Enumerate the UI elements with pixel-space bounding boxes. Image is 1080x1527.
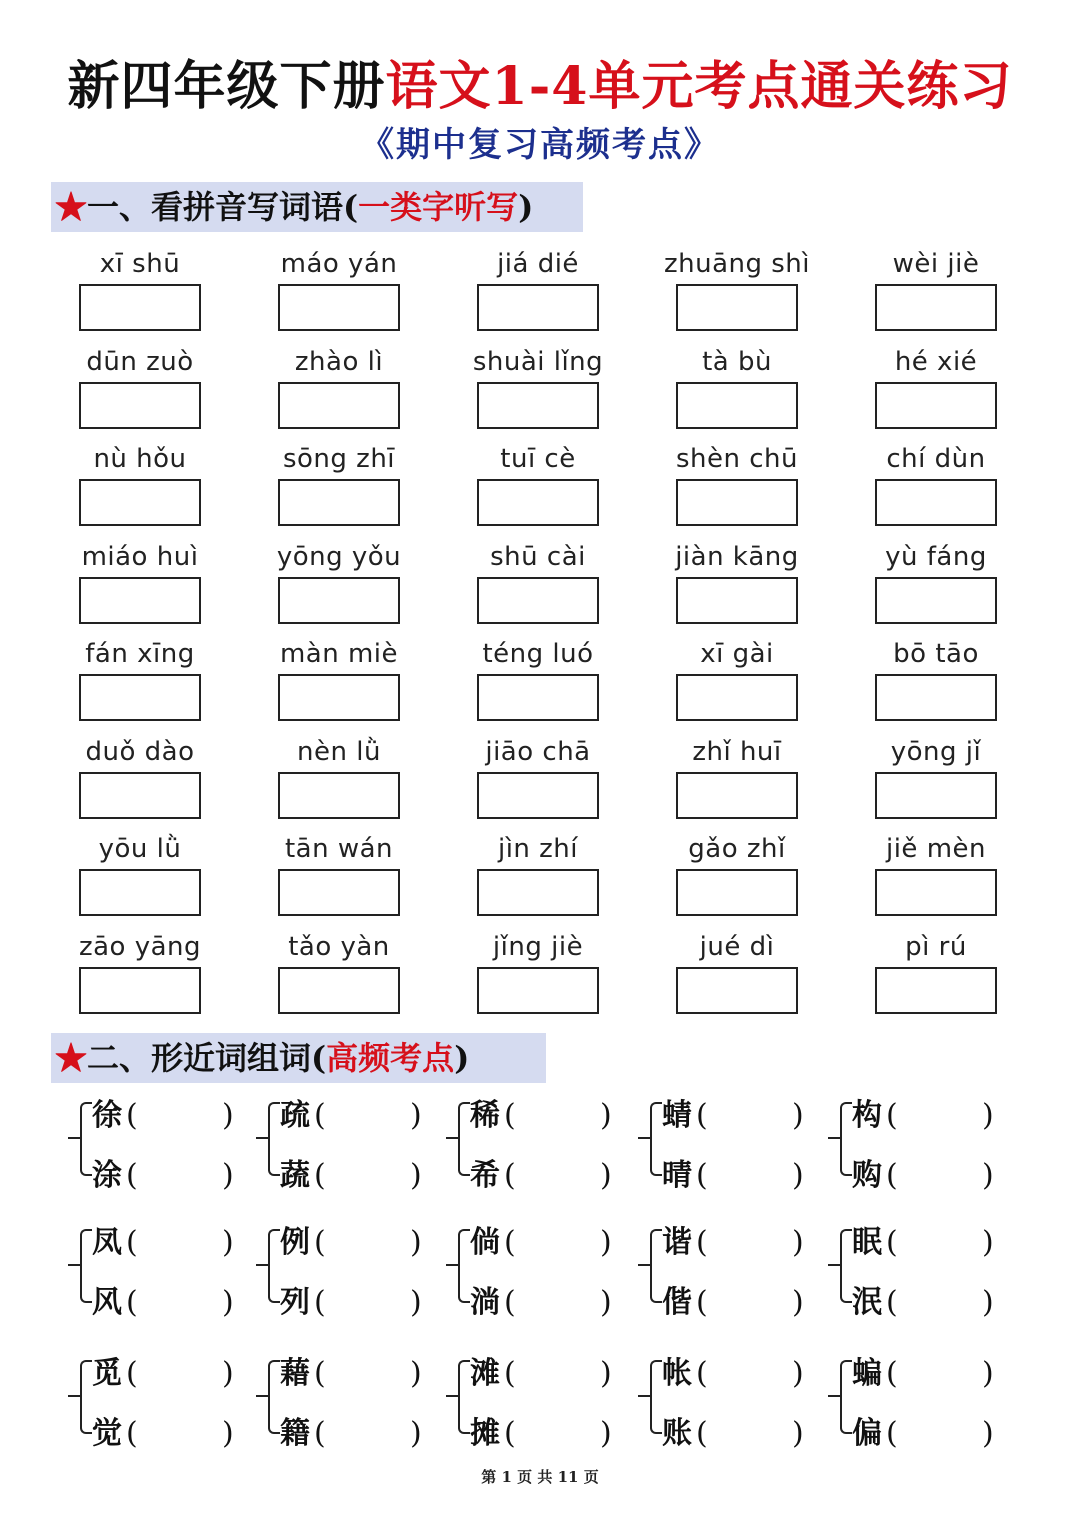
word-char: 泯 (852, 1285, 882, 1320)
answer-box[interactable] (278, 674, 400, 721)
pinyin-item (836, 927, 1036, 1014)
open-paren: ( (886, 1225, 898, 1260)
word-entry[interactable] (662, 1352, 822, 1396)
answer-box[interactable] (875, 382, 997, 429)
word-entry[interactable] (470, 1352, 630, 1396)
word-entry[interactable] (852, 1094, 1012, 1138)
pinyin-item (40, 634, 240, 721)
pinyin-item (836, 732, 1036, 819)
pinyin-label: jǐng jiè (492, 932, 584, 962)
word-char: 觉 (92, 1416, 122, 1451)
pinyin-label: bō tāo (893, 639, 979, 669)
word-char: 淌 (470, 1285, 500, 1320)
pinyin-item (239, 342, 439, 429)
word-entry[interactable] (470, 1154, 630, 1198)
pinyin-label: xī gài (700, 639, 774, 669)
word-entry[interactable] (280, 1412, 440, 1456)
pinyin-item (836, 439, 1036, 526)
word-char: 谐 (662, 1225, 692, 1260)
pinyin-item (239, 829, 439, 916)
word-char: 疏 (280, 1098, 310, 1133)
open-paren: ( (696, 1098, 708, 1133)
page-subtitle: 《期中复习高频考点》 (360, 125, 720, 165)
answer-box[interactable] (477, 674, 599, 721)
pinyin-item (40, 829, 240, 916)
pinyin-label: chí dùn (886, 444, 986, 474)
word-pair (640, 1348, 820, 1451)
pinyin-label: yōu lǜ (98, 834, 182, 864)
pinyin-item (637, 634, 837, 721)
word-entry[interactable] (280, 1281, 440, 1325)
word-entry[interactable] (470, 1221, 630, 1265)
open-paren: ( (504, 1158, 516, 1193)
word-pair (448, 1217, 628, 1320)
pinyin-item (40, 342, 240, 429)
brace-icon (80, 1360, 92, 1434)
pinyin-item (637, 829, 837, 916)
close-paren: ) (600, 1285, 612, 1320)
close-paren: ) (792, 1225, 804, 1260)
pinyin-item (239, 634, 439, 721)
answer-box[interactable] (278, 869, 400, 916)
word-pair (830, 1348, 1010, 1451)
word-char: 藉 (280, 1356, 310, 1391)
answer-box[interactable] (875, 674, 997, 721)
open-paren: ( (314, 1098, 326, 1133)
word-pair (448, 1348, 628, 1451)
word-char: 摊 (470, 1416, 500, 1451)
pinyin-item (438, 732, 638, 819)
word-char: 偕 (662, 1285, 692, 1320)
word-entry[interactable] (852, 1221, 1012, 1265)
word-char: 列 (280, 1285, 310, 1320)
answer-box[interactable] (477, 284, 599, 331)
word-pair (70, 1348, 250, 1451)
pinyin-label: yōng yǒu (276, 542, 402, 572)
close-paren: ) (222, 1158, 234, 1193)
open-paren: ( (126, 1158, 138, 1193)
close-paren: ) (600, 1356, 612, 1391)
answer-box[interactable] (79, 284, 201, 331)
answer-box[interactable] (676, 577, 798, 624)
answer-box[interactable] (676, 382, 798, 429)
word-entry[interactable] (92, 1221, 252, 1265)
word-entry[interactable] (662, 1412, 822, 1456)
open-paren: ( (696, 1285, 708, 1320)
pinyin-label: zhào lì (294, 347, 384, 377)
pinyin-label: gǎo zhǐ (688, 834, 786, 864)
answer-box[interactable] (278, 479, 400, 526)
pinyin-item (637, 732, 837, 819)
answer-box[interactable] (79, 772, 201, 819)
word-entry[interactable] (852, 1154, 1012, 1198)
close-paren: ) (410, 1225, 422, 1260)
brace-icon (840, 1229, 852, 1303)
open-paren: ( (696, 1158, 708, 1193)
section2-paren-open: ( (311, 1039, 327, 1077)
word-pair (258, 1348, 438, 1451)
answer-box[interactable] (676, 869, 798, 916)
pinyin-label: hé xié (894, 347, 978, 377)
pinyin-label: dūn zuò (86, 347, 194, 377)
pinyin-item (239, 439, 439, 526)
answer-box[interactable] (79, 674, 201, 721)
pinyin-label: nù hǒu (93, 444, 187, 474)
answer-box[interactable] (676, 479, 798, 526)
section1-header (51, 182, 583, 232)
open-paren: ( (696, 1225, 708, 1260)
word-char: 籍 (280, 1416, 310, 1451)
pinyin-label: jiàn kāng (675, 542, 799, 572)
pinyin-label: shuài lǐng (472, 347, 604, 377)
word-char: 涂 (92, 1158, 122, 1193)
open-paren: ( (886, 1098, 898, 1133)
pinyin-item (438, 439, 638, 526)
word-entry[interactable] (662, 1094, 822, 1138)
pinyin-item (40, 732, 240, 819)
close-paren: ) (982, 1098, 994, 1133)
word-char: 风 (92, 1285, 122, 1320)
word-char: 例 (280, 1225, 310, 1260)
pinyin-item (836, 342, 1036, 429)
page-footer: 第 1 页 共 11 页 (481, 1468, 599, 1486)
word-char: 帐 (662, 1356, 692, 1391)
word-char: 凤 (92, 1225, 122, 1260)
open-paren: ( (314, 1158, 326, 1193)
close-paren: ) (982, 1416, 994, 1451)
pinyin-item (637, 244, 837, 331)
answer-box[interactable] (79, 577, 201, 624)
close-paren: ) (600, 1098, 612, 1133)
word-char: 蔬 (280, 1158, 310, 1193)
pinyin-item (438, 244, 638, 331)
pinyin-item (637, 439, 837, 526)
brace-icon (458, 1360, 470, 1434)
word-entry[interactable] (280, 1154, 440, 1198)
open-paren: ( (504, 1225, 516, 1260)
open-paren: ( (504, 1285, 516, 1320)
open-paren: ( (886, 1416, 898, 1451)
open-paren: ( (696, 1356, 708, 1391)
close-paren: ) (982, 1158, 994, 1193)
pinyin-label: yù fáng (885, 542, 987, 572)
close-paren: ) (792, 1356, 804, 1391)
word-char: 偏 (852, 1416, 882, 1451)
answer-box[interactable] (875, 772, 997, 819)
word-char: 晴 (662, 1158, 692, 1193)
pinyin-item (239, 537, 439, 624)
pinyin-item (836, 537, 1036, 624)
answer-box[interactable] (875, 577, 997, 624)
close-paren: ) (410, 1285, 422, 1320)
pinyin-label: wèi jiè (892, 249, 980, 279)
word-entry[interactable] (662, 1281, 822, 1325)
open-paren: ( (504, 1416, 516, 1451)
open-paren: ( (886, 1158, 898, 1193)
word-entry[interactable] (662, 1154, 822, 1198)
open-paren: ( (126, 1285, 138, 1320)
open-paren: ( (314, 1285, 326, 1320)
section1-highlight: 一类字听写 (358, 188, 519, 226)
word-char: 账 (662, 1416, 692, 1451)
brace-icon (650, 1229, 662, 1303)
word-pair (258, 1217, 438, 1320)
answer-box[interactable] (477, 382, 599, 429)
section2-title: 二、形近词组词 (87, 1039, 312, 1077)
pinyin-item (40, 244, 240, 331)
word-pair (830, 1090, 1010, 1193)
brace-icon (458, 1229, 470, 1303)
pinyin-item (836, 634, 1036, 721)
word-entry[interactable] (280, 1352, 440, 1396)
close-paren: ) (792, 1285, 804, 1320)
pinyin-label: jiě mèn (885, 834, 986, 864)
answer-box[interactable] (676, 284, 798, 331)
section1-title: 一、看拼音写词语 (87, 188, 344, 226)
word-pair (70, 1217, 250, 1320)
word-entry[interactable] (280, 1094, 440, 1138)
open-paren: ( (314, 1356, 326, 1391)
close-paren: ) (410, 1416, 422, 1451)
close-paren: ) (600, 1158, 612, 1193)
word-entry[interactable] (852, 1352, 1012, 1396)
brace-icon (268, 1102, 280, 1176)
pinyin-label: nèn lǜ (297, 737, 381, 767)
star-icon: ★ (55, 1039, 88, 1077)
close-paren: ) (410, 1158, 422, 1193)
pinyin-label: tuī cè (500, 444, 576, 474)
brace-icon (80, 1102, 92, 1176)
word-pair (258, 1090, 438, 1193)
brace-icon (268, 1229, 280, 1303)
section2-paren-close: ) (454, 1039, 470, 1077)
word-pair (640, 1090, 820, 1193)
answer-box[interactable] (278, 772, 400, 819)
answer-box[interactable] (875, 479, 997, 526)
word-entry[interactable] (470, 1094, 630, 1138)
close-paren: ) (410, 1356, 422, 1391)
word-pair (448, 1090, 628, 1193)
pinyin-item (836, 244, 1036, 331)
close-paren: ) (222, 1225, 234, 1260)
pinyin-label: zāo yāng (78, 932, 202, 962)
pinyin-label: xī shū (99, 249, 181, 279)
pinyin-label: téng luó (482, 639, 594, 669)
pinyin-label: tà bù (702, 347, 772, 377)
open-paren: ( (696, 1416, 708, 1451)
answer-box[interactable] (875, 869, 997, 916)
title-red: 语文1-4单元考点通关练习 (385, 56, 1013, 117)
open-paren: ( (126, 1356, 138, 1391)
word-entry[interactable] (852, 1281, 1012, 1325)
answer-box[interactable] (676, 674, 798, 721)
close-paren: ) (222, 1356, 234, 1391)
pinyin-label: máo yán (280, 249, 398, 279)
word-entry[interactable] (92, 1352, 252, 1396)
close-paren: ) (982, 1225, 994, 1260)
close-paren: ) (982, 1356, 994, 1391)
answer-box[interactable] (79, 382, 201, 429)
brace-icon (840, 1360, 852, 1434)
answer-box[interactable] (676, 772, 798, 819)
pinyin-label: sōng zhī (282, 444, 396, 474)
pinyin-label: zhǐ huī (692, 737, 782, 767)
close-paren: ) (410, 1098, 422, 1133)
title-black: 新四年级下册 (67, 56, 386, 117)
word-char: 蝙 (852, 1356, 882, 1391)
pinyin-item (40, 927, 240, 1014)
close-paren: ) (600, 1225, 612, 1260)
open-paren: ( (886, 1285, 898, 1320)
pinyin-label: tǎo yàn (288, 932, 390, 962)
pinyin-label: shèn chū (675, 444, 798, 474)
brace-icon (650, 1102, 662, 1176)
answer-box[interactable] (79, 967, 201, 1014)
answer-box[interactable] (79, 479, 201, 526)
word-pair (830, 1217, 1010, 1320)
answer-box[interactable] (477, 479, 599, 526)
word-entry[interactable] (852, 1412, 1012, 1456)
pinyin-item (40, 537, 240, 624)
word-char: 蜻 (662, 1098, 692, 1133)
word-char: 觅 (92, 1356, 122, 1391)
pinyin-label: jiāo chā (485, 737, 591, 767)
pinyin-label: duǒ dào (85, 737, 195, 767)
answer-box[interactable] (278, 967, 400, 1014)
pinyin-item (637, 927, 837, 1014)
close-paren: ) (792, 1098, 804, 1133)
pinyin-item (836, 829, 1036, 916)
answer-box[interactable] (79, 869, 201, 916)
open-paren: ( (126, 1225, 138, 1260)
pinyin-label: yōng jǐ (890, 737, 982, 767)
pinyin-item (438, 342, 638, 429)
pinyin-label: fán xīng (85, 639, 195, 669)
answer-box[interactable] (278, 577, 400, 624)
word-pair (70, 1090, 250, 1193)
pinyin-item (438, 537, 638, 624)
word-pair (640, 1217, 820, 1320)
pinyin-label: jìn zhí (497, 834, 579, 864)
open-paren: ( (126, 1098, 138, 1133)
section2-highlight: 高频考点 (326, 1039, 455, 1077)
word-char: 购 (852, 1158, 882, 1193)
open-paren: ( (126, 1416, 138, 1451)
pinyin-item (239, 927, 439, 1014)
pinyin-label: zhuāng shì (663, 249, 811, 279)
answer-box[interactable] (477, 772, 599, 819)
close-paren: ) (222, 1416, 234, 1451)
brace-icon (268, 1360, 280, 1434)
section1-paren-close: ) (518, 188, 534, 226)
word-char: 倘 (470, 1225, 500, 1260)
section2-header (51, 1033, 546, 1083)
pinyin-item (637, 537, 837, 624)
close-paren: ) (982, 1285, 994, 1320)
close-paren: ) (222, 1098, 234, 1133)
close-paren: ) (222, 1285, 234, 1320)
word-char: 滩 (470, 1356, 500, 1391)
pinyin-item (438, 927, 638, 1014)
word-entry[interactable] (470, 1281, 630, 1325)
pinyin-item (438, 829, 638, 916)
pinyin-label: tān wán (284, 834, 394, 864)
open-paren: ( (314, 1225, 326, 1260)
pinyin-item (40, 439, 240, 526)
answer-box[interactable] (477, 967, 599, 1014)
open-paren: ( (504, 1098, 516, 1133)
pinyin-label: màn miè (279, 639, 399, 669)
page-title (0, 52, 1080, 122)
word-char: 徐 (92, 1098, 122, 1133)
answer-box[interactable] (278, 382, 400, 429)
answer-box[interactable] (875, 284, 997, 331)
word-entry[interactable] (280, 1221, 440, 1265)
brace-icon (80, 1229, 92, 1303)
pinyin-item (438, 634, 638, 721)
answer-box[interactable] (278, 284, 400, 331)
pinyin-label: jué dì (699, 932, 775, 962)
pinyin-label: pì rú (905, 932, 967, 962)
pinyin-label: jiá dié (497, 249, 579, 279)
word-char: 希 (470, 1158, 500, 1193)
word-entry[interactable] (92, 1154, 252, 1198)
brace-icon (840, 1102, 852, 1176)
answer-box[interactable] (875, 967, 997, 1014)
word-entry[interactable] (92, 1094, 252, 1138)
pinyin-label: shū cài (490, 542, 586, 572)
pinyin-label: miáo huì (81, 542, 199, 572)
answer-box[interactable] (477, 869, 599, 916)
close-paren: ) (792, 1158, 804, 1193)
brace-icon (650, 1360, 662, 1434)
star-icon: ★ (55, 188, 88, 226)
open-paren: ( (314, 1416, 326, 1451)
word-entry[interactable] (92, 1412, 252, 1456)
open-paren: ( (886, 1356, 898, 1391)
word-entry[interactable] (470, 1412, 630, 1456)
pinyin-item (239, 244, 439, 331)
pinyin-item (637, 342, 837, 429)
close-paren: ) (600, 1416, 612, 1451)
word-char: 眠 (852, 1225, 882, 1260)
answer-box[interactable] (676, 967, 798, 1014)
word-char: 构 (852, 1098, 882, 1133)
close-paren: ) (792, 1416, 804, 1451)
word-entry[interactable] (92, 1281, 252, 1325)
pinyin-item (239, 732, 439, 819)
word-char: 稀 (470, 1098, 500, 1133)
open-paren: ( (504, 1356, 516, 1391)
answer-box[interactable] (477, 577, 599, 624)
word-entry[interactable] (662, 1221, 822, 1265)
brace-icon (458, 1102, 470, 1176)
section1-paren-open: ( (343, 188, 359, 226)
